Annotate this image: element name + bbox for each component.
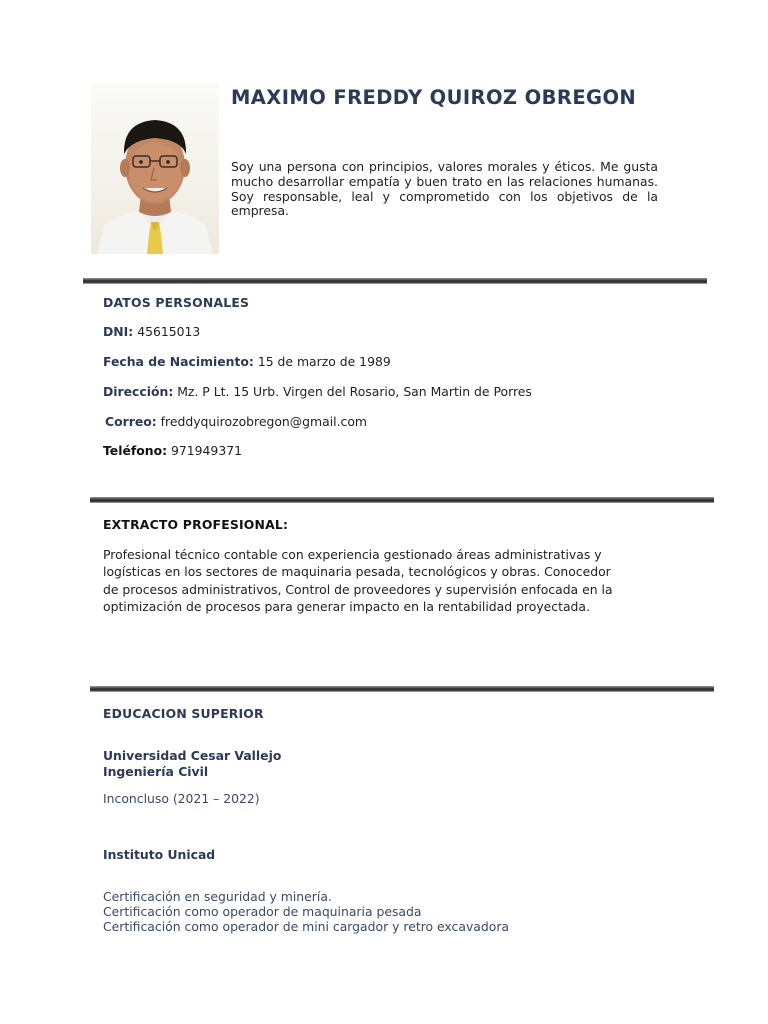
profile-photo (91, 84, 219, 254)
certification-item: Certificación como operador de maquinaria pesada (103, 903, 422, 919)
dni-value: 45615013 (137, 324, 201, 339)
personal-data-heading: DATOS PERSONALES (103, 295, 250, 310)
email-value: freddyquirozobregon@gmail.com (160, 414, 367, 429)
section-divider (90, 686, 714, 692)
birth-date-value: 15 de marzo de 1989 (257, 354, 391, 369)
candidate-name: MAXIMO FREDDY QUIROZ OBREGON (231, 86, 637, 109)
certification-item: Certificación como operador de mini cargador y retro excavadora (103, 918, 510, 934)
address-value: Mz. P Lt. 15 Urb. Virgen del Rosario, San Martin de Porres (177, 384, 532, 399)
university-name: Universidad Cesar Vallejo (103, 748, 282, 763)
dni-label: DNI: (103, 324, 134, 339)
education-status: Inconcluso (2021 – 2022) (103, 791, 260, 806)
career-name: Ingeniería Civil (103, 764, 209, 779)
phone-value: 971949371 (171, 443, 242, 458)
institute-name: Instituto Unicad (103, 847, 216, 862)
personal-summary: Soy una persona con principios, valores morales y éticos. Me gusta mucho desarrollar empatía y buen trato en las relaciones humanas. Soy responsable, leal y comprometido con los objetivos de la empresa. (231, 159, 658, 219)
section-divider (83, 278, 707, 284)
certification-item: Certificación en seguridad y minería. (103, 889, 332, 904)
profile-text: Profesional técnico contable con experiencia gestionado áreas administrativas y logísticas en los sectores de maquinaria pesada, tecnológicos y obras. Conocedor de procesos administrativos, Control de proveedores y supervisión enfocada en la optimización de procesos para generar impacto en la rentabilidad proyectada. (103, 547, 613, 615)
email-label: Correo: (105, 414, 157, 429)
certification-list (103, 890, 509, 934)
birth-date-row (103, 354, 391, 369)
address-label: Dirección: (103, 384, 174, 399)
phone-label: Teléfono: (103, 443, 168, 458)
education-heading: EDUCACION SUPERIOR (103, 706, 264, 721)
section-divider (90, 497, 714, 503)
birth-date-label: Fecha de Nacimiento: (103, 354, 254, 369)
address-row (103, 384, 532, 399)
dni-row (103, 324, 200, 339)
email-row (105, 414, 367, 429)
profile-heading: EXTRACTO PROFESIONAL: (103, 517, 289, 532)
phone-row (103, 443, 242, 458)
